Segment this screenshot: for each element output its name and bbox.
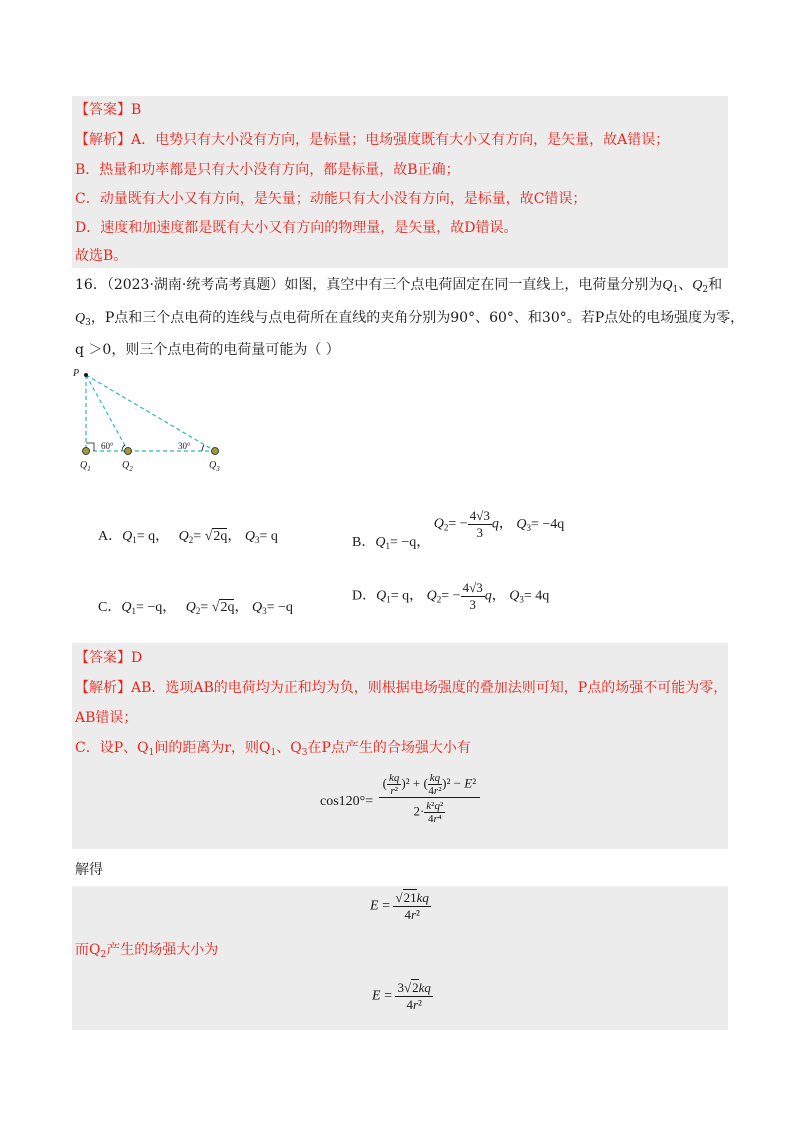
- question-16-line-1: 16．（2023·湖南·统考高考真题）如图，真空中有三个点电荷固定在同一直线上，电荷量分别为$Q_1$、$Q_2$和: [75, 277, 723, 295]
- question-16-line-3: q ＞0，则三个点电荷的电荷量可能为（ ）: [75, 342, 340, 358]
- charge-diagram: [70, 365, 240, 475]
- analysis2-line-2: AB错误；: [75, 710, 138, 726]
- solve-label: 解得: [75, 862, 103, 878]
- analysis-line-c: C．动量既有大小又有方向，是矢量；动能只有大小没有方向，是标量，故C错误；: [75, 191, 587, 207]
- svg-text:Q1: $Q_1$: [80, 460, 91, 473]
- cos-formula: cos120°= ( $\frac{kq}{\text{r²}}$ )² + ( $\frac{kq}{\text{4r²}}$ )² − E² 2· $\frac{\text{k²q²}}{\text{4r⁴}}$: [320, 772, 480, 825]
- q3-label: Q: [209, 460, 217, 471]
- option-d[interactable]: D．$Q_1= q$， $Q_2=$ − $\frac{4√3}{3}$ q， $Q_3= 4q$: [352, 580, 550, 612]
- analysis-line-d: D．速度和加速度都是既有大小又有方向的物理量，是矢量，故D错误。: [75, 220, 518, 236]
- analysis-line-e: 故选B。: [75, 248, 128, 264]
- e-formula-1: E = $\frac{√21kq}{\text{4r²}}$: [370, 890, 429, 922]
- q2-field-text: 而$Q_2$产生的场强大小为: [75, 942, 219, 960]
- analysis2-line-1: 【解析】AB．选项AB的电荷均为正和均为负，则根据电场强度的叠加法则可知，P点的场强不可能为零，: [75, 680, 728, 696]
- option-c[interactable]: C．$Q_1= -q$， $Q_2= √2q$， $Q_3= -q$: [98, 600, 293, 616]
- e-formula-2: E = $\frac{3√2kq}{\text{4r²}}$: [372, 980, 431, 1012]
- answer-block-1: [72, 96, 728, 268]
- answer-label: 【答案】B: [75, 102, 142, 118]
- answer-label-2: 【答案】D: [75, 650, 143, 666]
- option-b[interactable]: B．$Q_1= -q$， $Q_2=$ − $\frac{4√3}{3}$ q， $Q_3= -4q$: [352, 508, 565, 551]
- svg-text:Q3: $Q_3$: [209, 460, 220, 473]
- svg-text:Q2: $Q_2$: [122, 460, 133, 473]
- question-16-line-2: $Q_3$，P点和三个点电荷的连线与点电荷所在直线的夹角分别为90°、60°、和30°。若P点处的电场强度为零，: [75, 310, 745, 328]
- q2-label: Q: [122, 460, 130, 471]
- option-a[interactable]: A．$Q_1= q$， $Q_2= √2q$， $Q_3= q$: [98, 529, 278, 545]
- analysis-line-a: 【解析】A．电势只有大小没有方向，是标量；电场强度既有大小又有方向，是矢量，故A错误；: [75, 132, 670, 148]
- q1-label: Q: [80, 460, 88, 471]
- angle-60-label: 60°: [101, 441, 114, 451]
- analysis2-line-3: C．设P、$Q_1$间的距离为r，则$Q_1$、$Q_3$在P点产生的合场强大小有: [75, 740, 471, 758]
- angle-30-label: 30°: [178, 441, 191, 451]
- analysis-line-b: B．热量和功率都是只有大小没有方向，都是标量，故B正确；: [75, 162, 460, 178]
- point-p-label: P: [73, 368, 80, 379]
